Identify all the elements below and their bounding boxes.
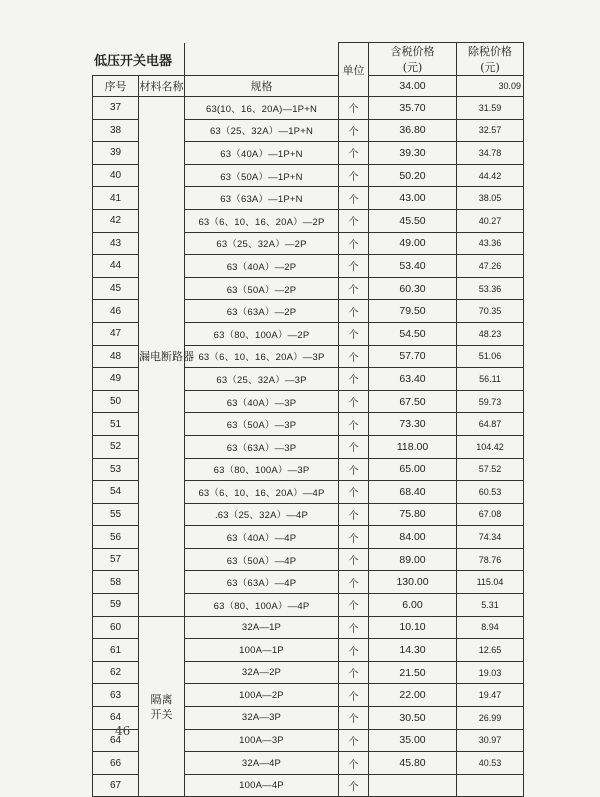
header-material: 材料名称 [139,76,185,97]
price-notax-cell: 104.42 [457,435,524,458]
price-notax-cell: 78.76 [457,548,524,571]
spec-cell: 63（40A）—3P [185,390,339,413]
price-notax-cell: 74.34 [457,526,524,549]
price-notax-cell: 53.36 [457,277,524,300]
seq-cell: 38 [93,119,139,142]
price-tax-cell: 10.10 [369,616,457,639]
price-notax-cell: 26.99 [457,707,524,730]
seq-cell: 61 [93,639,139,662]
spec-cell: 63（50A）—2P [185,277,339,300]
header-price-notax [457,43,524,76]
price-tax-cell: 79.50 [369,300,457,323]
price-tax-cell: 6.00 [369,594,457,617]
unit-cell: 个 [339,187,369,210]
unit-cell: 个 [339,548,369,571]
price-tax-cell: 49.00 [369,232,457,255]
unit-cell: 个 [339,142,369,165]
header-blank [93,43,185,76]
table-row [93,97,524,120]
unit-cell: 个 [339,322,369,345]
unit-cell: 个 [339,97,369,120]
unit-cell: 个 [339,209,369,232]
unit-cell: 个 [339,255,369,278]
price-tax-cell: 36.80 [369,119,457,142]
header-seq: 序号 [93,76,139,97]
spec-cell: 63（40A）—4P [185,526,339,549]
unit-cell: 个 [339,458,369,481]
seq-cell: 62 [93,661,139,684]
spec-cell: 32A—2P [185,661,339,684]
price-notax-cell: 57.52 [457,458,524,481]
price-notax-cell: 19.03 [457,661,524,684]
spec-cell: 63（80、100A）—3P [185,458,339,481]
seq-cell: 43 [93,232,139,255]
price-tax-cell: 45.80 [369,752,457,775]
unit-cell: 个 [339,594,369,617]
unit-cell: 个 [339,571,369,594]
price-tax-cell: 54.50 [369,322,457,345]
price-notax-cell: 56.11 [457,368,524,391]
seq-cell: 63 [93,684,139,707]
seq-cell: 46 [93,300,139,323]
price-tax-cell: 22.00 [369,684,457,707]
spec-cell: 32A—1P [185,616,339,639]
unit-cell: 个 [339,774,369,797]
seq-cell: 47 [93,322,139,345]
spec-cell: 63（80、100A）—4P [185,594,339,617]
price-notax-cell: 31.59 [457,97,524,120]
spec-cell: 32A—4P [185,752,339,775]
header-blank-spec [185,43,339,76]
seq-cell: 57 [93,548,139,571]
unit-cell: 个 [339,413,369,436]
price-notax-cell: 30.97 [457,729,524,752]
unit-cell: 个 [339,119,369,142]
seq-cell: 44 [93,255,139,278]
table-body [93,97,524,797]
price-table [92,42,524,797]
price-notax-cell: 8.94 [457,616,524,639]
price-tax-cell: 60.30 [369,277,457,300]
seq-cell: 67 [93,774,139,797]
unit-cell: 个 [339,752,369,775]
seq-cell: 54 [93,481,139,504]
seq-cell: 41 [93,187,139,210]
seq-cell: 64 [93,729,139,752]
table-row [93,616,524,639]
spec-cell: 63（25、32A）—3P [185,368,339,391]
price-notax-cell: 59.73 [457,390,524,413]
price-notax-cell: 67.08 [457,503,524,526]
price-notax-cell: 32.57 [457,119,524,142]
seq-cell: 59 [93,594,139,617]
header-row2-price-tax: 34.00 [369,76,457,97]
price-notax-cell: 64.87 [457,413,524,436]
unit-cell: 个 [339,300,369,323]
spec-cell: 63（63A）—3P [185,435,339,458]
price-tax-cell: 68.40 [369,481,457,504]
price-notax-cell: 70.35 [457,300,524,323]
unit-cell: 个 [339,639,369,662]
spec-cell: 63（6、10、16、20A）—3P [185,345,339,368]
price-notax-cell: 44.42 [457,164,524,187]
header-price-notax-unit: (元) [480,61,500,74]
spec-cell: 63（40A）—2P [185,255,339,278]
spec-cell: 63（50A）—1P+N [185,164,339,187]
header-price-tax-label: 含税价格 [390,45,435,58]
unit-cell: 个 [339,616,369,639]
header-price-tax-unit: (元) [402,61,423,74]
page-number: 46 [115,724,131,738]
price-notax-cell: 60.53 [457,481,524,504]
unit-cell: 个 [339,368,369,391]
seq-cell: 56 [93,526,139,549]
unit-cell: 个 [339,164,369,187]
price-tax-cell: 73.30 [369,413,457,436]
price-tax-cell: 84.00 [369,526,457,549]
unit-cell: 个 [339,435,369,458]
spec-cell: 63（40A）—1P+N [185,142,339,165]
spec-cell: 63（6、10、16、20A）—4P [185,481,339,504]
unit-cell: 个 [339,232,369,255]
seq-cell: 66 [93,752,139,775]
spec-cell: 63（6、10、16、20A）—2P [185,209,339,232]
price-tax-cell: 45.50 [369,209,457,232]
price-notax-cell: 12.65 [457,639,524,662]
seq-cell: 42 [93,209,139,232]
spec-cell: 100A—2P [185,684,339,707]
spec-cell: 32A—3P [185,707,339,730]
price-tax-cell: 53.40 [369,255,457,278]
price-tax-cell: 39.30 [369,142,457,165]
seq-cell: 60 [93,616,139,639]
unit-cell: 个 [339,526,369,549]
spec-cell: 63(10、16、20A)—1P+N [185,97,339,120]
price-notax-cell [457,774,524,797]
price-tax-cell: 14.30 [369,639,457,662]
price-notax-cell: 115.04 [457,571,524,594]
price-tax-cell: 30.50 [369,707,457,730]
spec-cell: 63（50A）—4P [185,548,339,571]
seq-cell: 48 [93,345,139,368]
spec-cell: 63（25、32A）—1P+N [185,119,339,142]
price-notax-cell: 48.23 [457,322,524,345]
price-notax-cell: 38.05 [457,187,524,210]
price-notax-cell: 51.06 [457,345,524,368]
price-notax-cell: 34.78 [457,142,524,165]
price-tax-cell: 43.00 [369,187,457,210]
header-price-notax-label: 除税价格 [468,45,512,58]
spec-cell: 63（25、32A）—2P [185,232,339,255]
seq-cell: 45 [93,277,139,300]
seq-cell: 53 [93,458,139,481]
price-tax-cell: 65.00 [369,458,457,481]
unit-cell: 个 [339,684,369,707]
price-tax-cell: 63.40 [369,368,457,391]
header-price-tax [369,43,457,76]
price-tax-cell: 118.00 [369,435,457,458]
seq-cell: 52 [93,435,139,458]
price-tax-cell: 35.00 [369,729,457,752]
spec-cell: .63（25、32A）—4P [185,503,339,526]
price-tax-cell: 130.00 [369,571,457,594]
material-cell: 隔离 开关 [139,616,185,797]
header-unit: 单位 [339,43,369,97]
spec-cell: 100A—1P [185,639,339,662]
price-tax-cell: 89.00 [369,548,457,571]
seq-cell: 55 [93,503,139,526]
price-notax-cell: 47.26 [457,255,524,278]
spec-cell: 63（80、100A）—2P [185,322,339,345]
unit-cell: 个 [339,481,369,504]
unit-cell: 个 [339,345,369,368]
price-tax-cell: 75.80 [369,503,457,526]
section-title: 低压开关电器 [94,54,173,69]
seq-cell: 39 [93,142,139,165]
unit-cell: 个 [339,390,369,413]
material-cell: 漏电断路器 [139,97,185,617]
spec-cell: 100A—3P [185,729,339,752]
price-tax-cell: 50.20 [369,164,457,187]
seq-cell: 50 [93,390,139,413]
price-notax-cell: 40.27 [457,209,524,232]
price-tax-cell: 21.50 [369,661,457,684]
unit-cell: 个 [339,277,369,300]
spec-cell: 63（50A）—3P [185,413,339,436]
unit-cell: 个 [339,707,369,730]
seq-cell: 49 [93,368,139,391]
seq-cell: 37 [93,97,139,120]
seq-cell: 64 [93,707,139,730]
seq-cell: 58 [93,571,139,594]
seq-cell: 51 [93,413,139,436]
unit-cell: 个 [339,729,369,752]
header-row2-price-notax: 30.09 [457,76,524,97]
price-tax-cell: 67.50 [369,390,457,413]
header-spec: 规格 [185,76,339,97]
price-tax-cell: 35.70 [369,97,457,120]
spec-cell: 100A—4P [185,774,339,797]
price-tax-cell [369,774,457,797]
price-notax-cell: 5.31 [457,594,524,617]
price-notax-cell: 40.53 [457,752,524,775]
price-tax-cell: 57.70 [369,345,457,368]
unit-cell: 个 [339,503,369,526]
price-notax-cell: 19.47 [457,684,524,707]
spec-cell: 63（63A）—1P+N [185,187,339,210]
spec-cell: 63（63A）—2P [185,300,339,323]
price-notax-cell: 43.36 [457,232,524,255]
unit-cell: 个 [339,661,369,684]
seq-cell: 40 [93,164,139,187]
spec-cell: 63（63A）—4P [185,571,339,594]
